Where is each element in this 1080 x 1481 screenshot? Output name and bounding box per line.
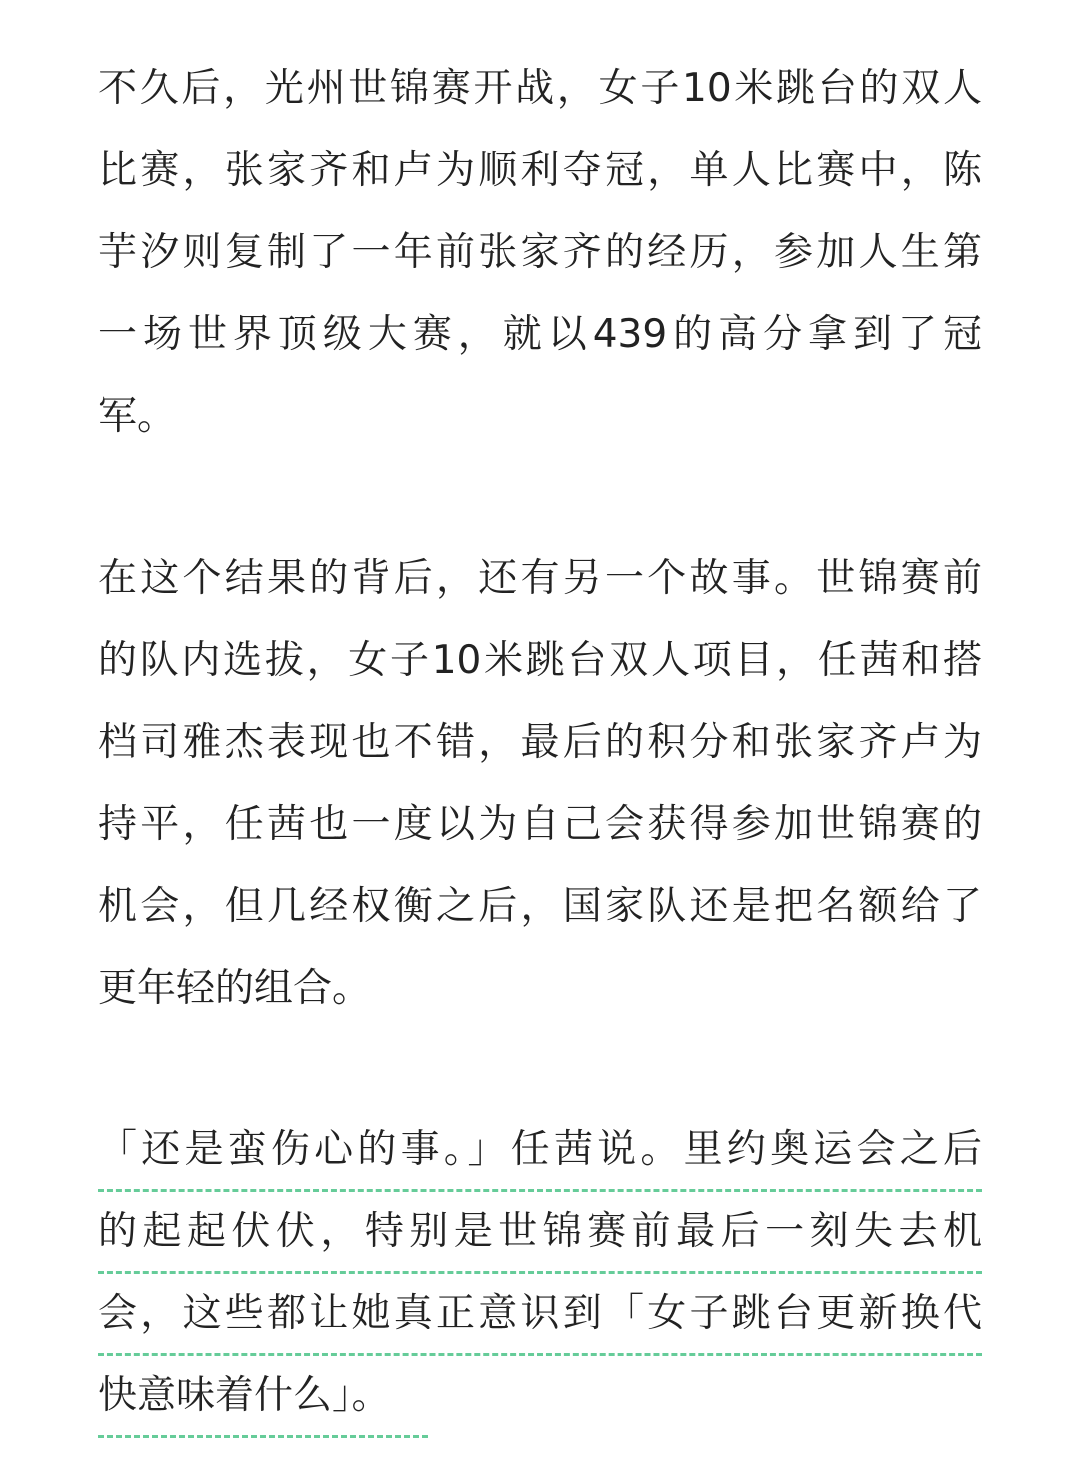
paragraph-2 [98, 538, 982, 1030]
paragraph-3-quote [98, 1110, 982, 1438]
paragraph-1 [98, 48, 982, 458]
text-line: 军。 [98, 394, 177, 439]
text-line: 档司雅杰表现也不错，最后的积分和张家齐卢为 [98, 720, 982, 765]
text-line: 持平，任茜也一度以为自己会获得参加世锦赛的 [98, 802, 982, 847]
article-body [98, 48, 982, 1438]
text-line: 在这个结果的背后，还有另一个故事。世锦赛前 [98, 556, 982, 601]
text-line: 芋汐则复制了一年前张家齐的经历，参加人生第 [98, 230, 982, 275]
text-line: 的队内选拔，女子10米跳台双人项目，任茜和搭 [98, 638, 982, 683]
text-line: 一场世界顶级大赛，就以439的高分拿到了冠 [98, 312, 982, 357]
text-line: 不久后，光州世锦赛开战，女子10米跳台的双人 [98, 66, 982, 111]
text-line: 比赛，张家齐和卢为顺利夺冠，单人比赛中，陈 [98, 148, 982, 193]
underlined-text-line: 快意味着什么」。 [98, 1356, 982, 1438]
text-line: 机会，但几经权衡之后，国家队还是把名额给了 [98, 884, 982, 929]
underlined-text-line: 的起起伏伏，特别是世锦赛前最后一刻失去机 [98, 1192, 982, 1274]
underlined-text-line: 「还是蛮伤心的事。」任茜说。里约奥运会之后 [98, 1110, 982, 1192]
paragraph-gap [98, 1030, 982, 1110]
underlined-text-line: 会，这些都让她真正意识到「女子跳台更新换代 [98, 1274, 982, 1356]
paragraph-gap [98, 458, 982, 538]
text-line: 更年轻的组合。 [98, 966, 372, 1011]
